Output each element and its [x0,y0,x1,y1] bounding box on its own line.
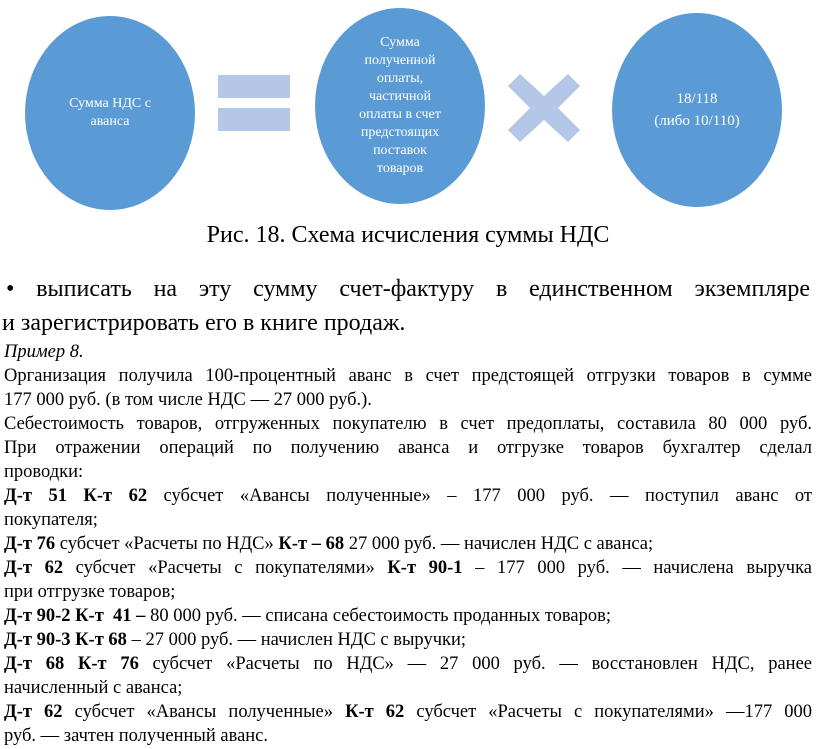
account-entry: Д-т 68 К-т 76 [4,654,139,674]
circle-payment-received [315,8,485,204]
text-segment: 177 000 руб. (в том числе НДС — 27 000 руб.). [4,390,372,410]
circle-label: Сумма НДС с аванса [69,96,151,129]
account-entry: К-т 90-1 [387,558,463,578]
text-line [4,676,812,700]
text-line [4,508,812,532]
text-line [4,388,812,412]
text-segment: субсчет «Авансы полученные» – 177 000 руб. — поступил аванс от [147,486,812,506]
text-segment: Себестоимость товаров, отгруженных покупателю в счет предоплаты, составила 80 000 руб. [4,414,812,434]
text-segment: 80 000 руб. — списана себестоимость проданных товаров; [145,606,611,626]
text-segment: 27 000 руб. — начислен НДС с аванса; [344,534,654,554]
text-segment: субсчет «Расчеты с покупателями» —177 000 [404,702,812,722]
circle-label-line: (либо 10/110) [654,113,740,129]
text-segment: – 177 000 руб. — начислена выручка [462,558,812,578]
text-line [4,364,812,388]
text-segment: субсчет «Расчеты по НДС» — 27 000 руб. — восстановлен НДС, ранее [138,654,812,674]
equals-icon [218,75,290,98]
text-line [4,724,812,748]
text-segment: при отгрузке товаров; [4,582,176,602]
text-line [4,652,812,676]
circle-label-line: оплаты, [376,71,424,86]
text-line [4,580,812,604]
circle-label [359,34,441,178]
bullet-line: • выписать на эту сумму счет-фактуру в единственном экземпляре [6,276,810,302]
account-entry: К-т 62 [345,702,405,722]
account-entry: К-т – 68 [278,534,345,554]
example-heading [4,340,812,364]
text-line [4,532,812,556]
text-line [4,484,812,508]
circle-label-line: Сумма [380,35,420,50]
circle-label-line: полученной [364,53,436,68]
text-segment: субсчет «Расчеты с покупателями» [63,558,388,578]
circle-label-line: товаров [376,161,424,176]
text-line [4,436,812,460]
bullet-line-continued: и зарегистрировать его в книге продаж. [2,310,406,336]
circle-label-line: оплаты в счет [359,107,441,122]
circle-label-line: поставок [373,143,427,158]
text-line [4,700,812,724]
account-entry: Д-т 62 [4,702,63,722]
text-line [4,556,812,580]
circle-label-line: частичной [368,89,432,104]
text-segment: Организация получила 100-процентный аванс в счет предстоящей отгрузки товаров в сумме [4,366,812,386]
figure-caption: Рис. 18. Схема исчисления суммы НДС [206,222,610,248]
account-entry: Д-т 51 К-т 62 [4,486,148,506]
circle-label [654,88,740,132]
text-line [4,460,812,484]
example-text [4,340,812,748]
account-entry: Д-т 90-2 К-т 41 – [4,606,146,626]
text-segment: – 27 000 руб. — начислен НДС с выручки; [126,630,467,650]
text-segment: субсчет «Авансы полученные» [62,702,346,722]
text-segment: При отражении операций по получению аванса и отгрузке товаров бухгалтер сделал [4,438,812,458]
equals-icon-lower-bar [218,108,290,131]
text-segment: Пример 8. [4,342,84,362]
text-segment: проводки: [4,462,84,482]
text-segment: субсчет «Расчеты по НДС» [55,534,279,554]
text-segment: руб. — зачтен полученный аванс. [4,726,269,746]
account-entry: Д-т 62 [4,558,64,578]
circle-rate [612,13,782,207]
text-line [4,628,812,652]
text-segment: покупателя; [4,510,98,530]
text-segment: начисленный с аванса; [4,678,183,698]
text-line [4,412,812,436]
account-entry: Д-т 76 [4,534,56,554]
circle-label-line: 18/118 [676,91,718,107]
multiply-icon [508,74,580,142]
text-line [4,604,812,628]
circle-label-line: предстоящих [360,125,440,140]
circle-vat-on-advance [25,16,195,210]
account-entry: Д-т 90-3 К-т 68 [4,630,127,650]
